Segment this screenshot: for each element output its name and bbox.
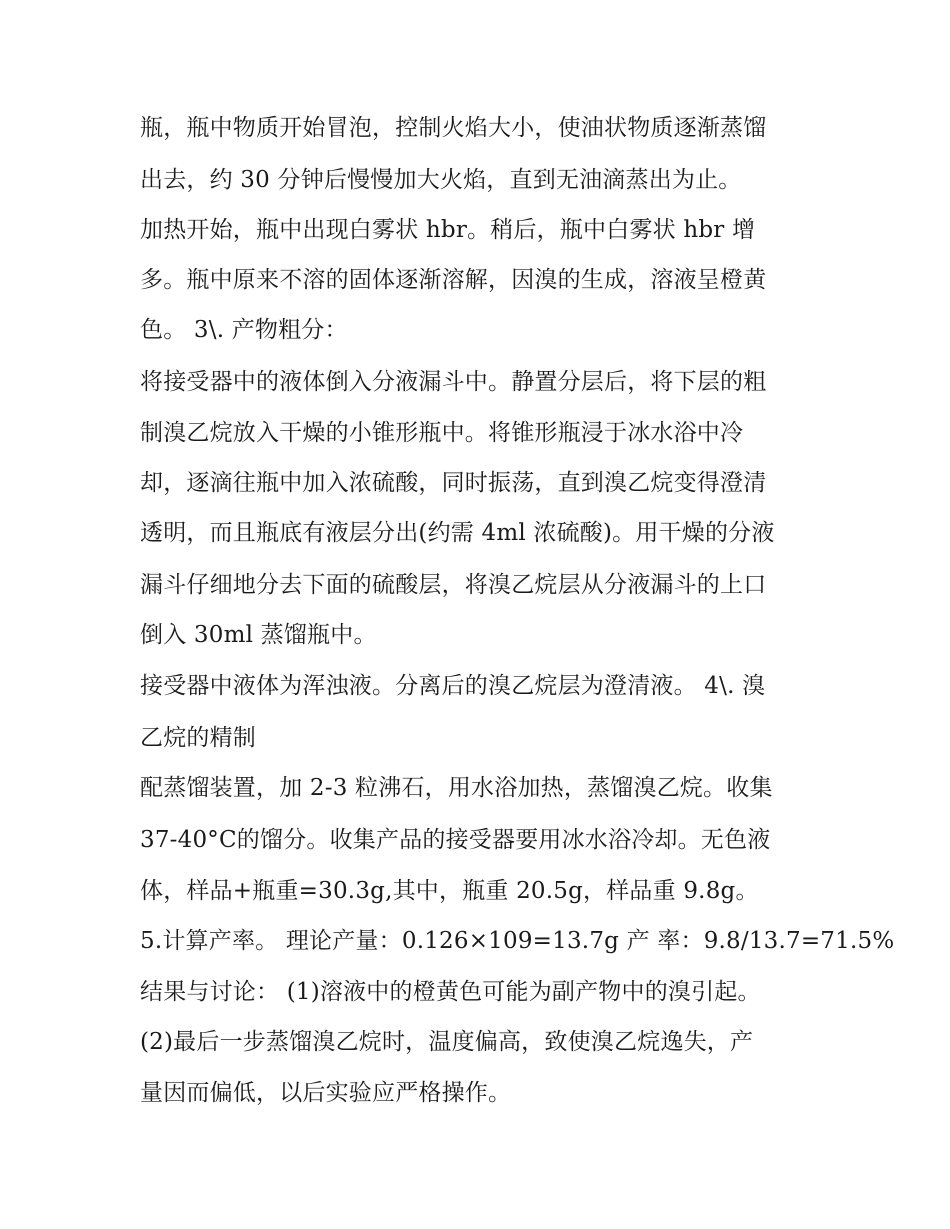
- text-line: 加热开始，瓶中出现白雾状 hbr。稍后，瓶中白雾状 hbr 增: [140, 217, 756, 243]
- text-line: (2)最后一步蒸馏溴乙烷时，温度偏高，致使溴乙烷逸失，产: [140, 1029, 754, 1055]
- text-line: 量因而偏低，以后实验应严格操作。: [140, 1080, 512, 1106]
- text-line: 配蒸馏装置，加 2-3 粒沸石，用水浴加热，蒸馏溴乙烷。收集: [140, 775, 773, 801]
- text-line: 多。瓶中原来不溶的固体逐渐溶解，因溴的生成，溶液呈橙黄: [140, 267, 767, 293]
- text-line: 出去，约 30 分钟后慢慢加大火焰，直到无油滴蒸出为止。: [140, 167, 742, 193]
- text-line: 乙烷的精制: [140, 725, 256, 751]
- text-line: 体，样品+瓶重=30.3g,其中，瓶重 20.5g，样品重 9.8g。: [140, 878, 759, 904]
- text-line: 5.计算产率。 理论产量：0.126×109=13.7g 产 率：9.8/13.7=71.5%: [140, 928, 895, 954]
- text-line: 漏斗仔细地分去下面的硫酸层，将溴乙烷层从分液漏斗的上口: [140, 572, 767, 598]
- text-line: 倒入 30ml 蒸馏瓶中。: [140, 622, 377, 648]
- text-line: 透明，而且瓶底有液层分出(约需 4ml 浓硫酸)。用干燥的分液: [140, 520, 775, 546]
- text-line: 却，逐滴往瓶中加入浓硫酸，同时振荡，直到溴乙烷变得澄清: [140, 470, 767, 496]
- text-line: 37-40°C的馏分。收集产品的接受器要用冰水浴冷却。无色液: [140, 827, 771, 853]
- text-line: 瓶，瓶中物质开始冒泡，控制火焰大小，使油状物质逐渐蒸馏: [140, 115, 767, 141]
- text-line: 结果与讨论： (1)溶液中的橙黄色可能为副产物中的溴引起。: [140, 979, 761, 1005]
- text-line: 色。 3\. 产物粗分：: [140, 317, 348, 343]
- text-line: 接受器中液体为浑浊液。分离后的溴乙烷层为澄清液。 4\. 溴: [140, 673, 766, 699]
- text-line: 将接受器中的液体倒入分液漏斗中。静置分层后，将下层的粗: [140, 369, 767, 395]
- text-line: 制溴乙烷放入干燥的小锥形瓶中。将锥形瓶浸于冰水浴中冷: [140, 420, 744, 446]
